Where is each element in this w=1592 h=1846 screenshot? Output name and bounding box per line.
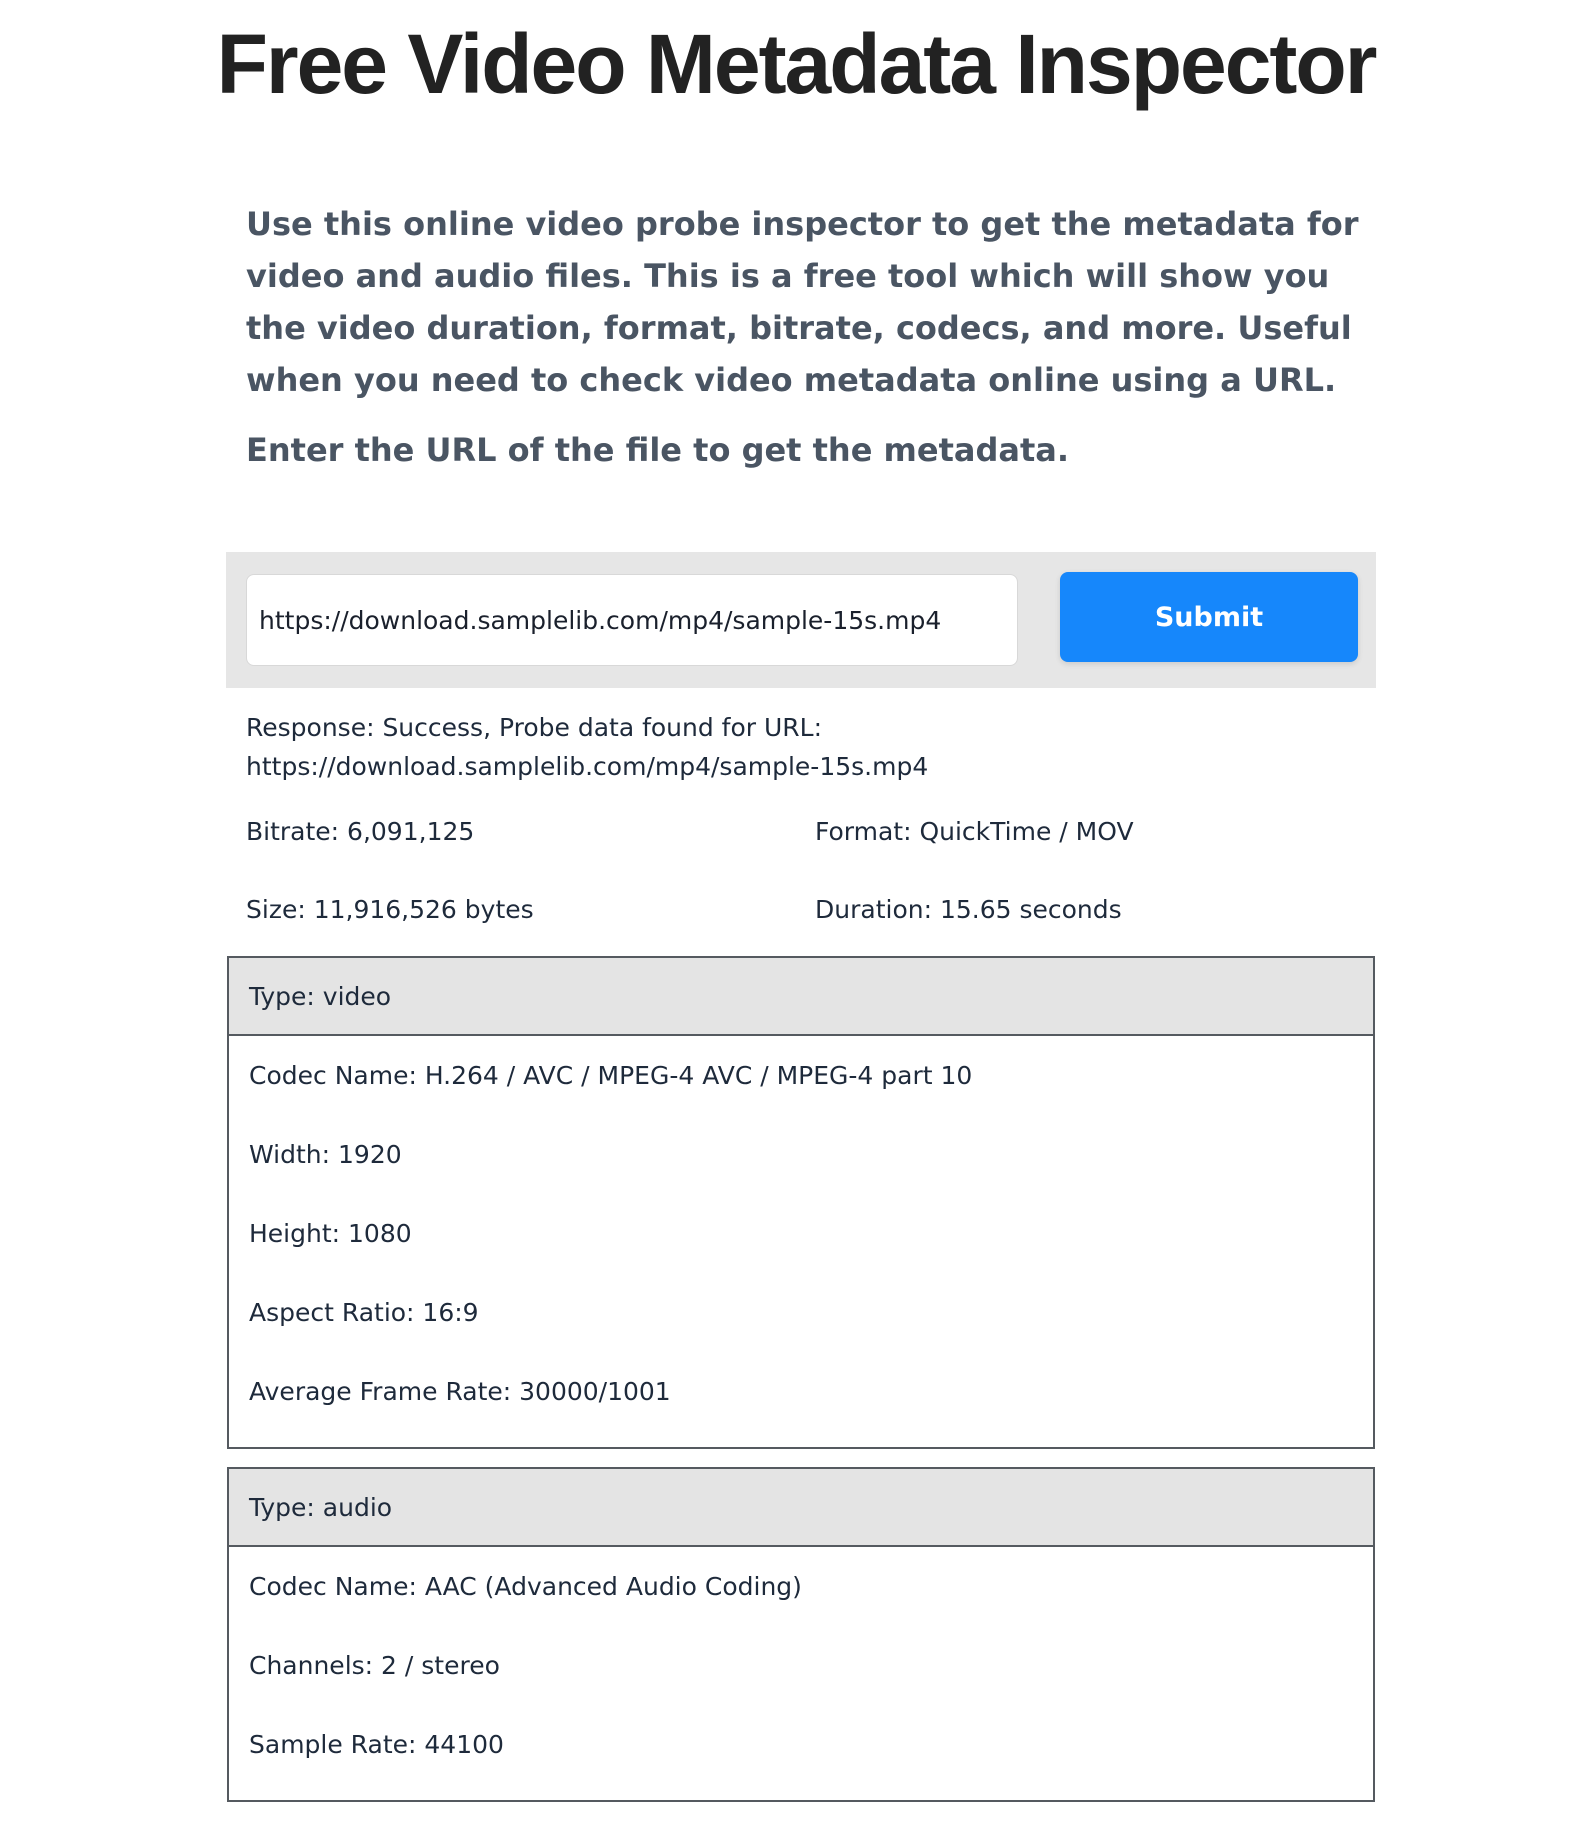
audio-stream-card (227, 1467, 1375, 1802)
submit-button[interactable]: Submit (1060, 572, 1358, 662)
bitrate-value: Bitrate: 6,091,125 (246, 817, 475, 846)
response-message: Response: Success, Probe data found for URL: https://download.samplelib.com/mp4/sample-15s.mp4 (246, 713, 929, 781)
video-stream-details (229, 1036, 1373, 1447)
duration-value: Duration: 15.65 seconds (815, 895, 1122, 924)
url-input[interactable] (246, 574, 1018, 666)
instruction-text: Enter the URL of the file to get the metadata. (246, 431, 1070, 469)
video-width: Width: 1920 (249, 1140, 402, 1169)
video-height: Height: 1080 (249, 1219, 412, 1248)
audio-codec-name: Codec Name: AAC (Advanced Audio Coding) (249, 1572, 802, 1601)
audio-sample-rate: Sample Rate: 44100 (249, 1730, 504, 1759)
audio-stream-details (229, 1547, 1373, 1800)
intro-text: Use this online video probe inspector to get the metadata for video and audio files. This is a free tool which will show you the video duration, format, bitrate, codecs, and more. Useful when you need to check video metadata online using a URL. (246, 205, 1359, 399)
video-aspect-ratio: Aspect Ratio: 16:9 (249, 1298, 479, 1327)
audio-channels: Channels: 2 / stereo (249, 1651, 500, 1680)
video-stream-card (227, 956, 1375, 1449)
page-title: Free Video Metadata Inspector (216, 17, 1376, 111)
audio-stream-type: Type: audio (229, 1469, 1373, 1547)
url-form (226, 552, 1376, 688)
format-value: Format: QuickTime / MOV (815, 817, 1134, 846)
video-stream-type: Type: video (229, 958, 1373, 1036)
video-codec-name: Codec Name: H.264 / AVC / MPEG-4 AVC / MPEG-4 part 10 (249, 1061, 973, 1090)
video-frame-rate: Average Frame Rate: 30000/1001 (249, 1377, 671, 1406)
size-value: Size: 11,916,526 bytes (246, 895, 534, 924)
